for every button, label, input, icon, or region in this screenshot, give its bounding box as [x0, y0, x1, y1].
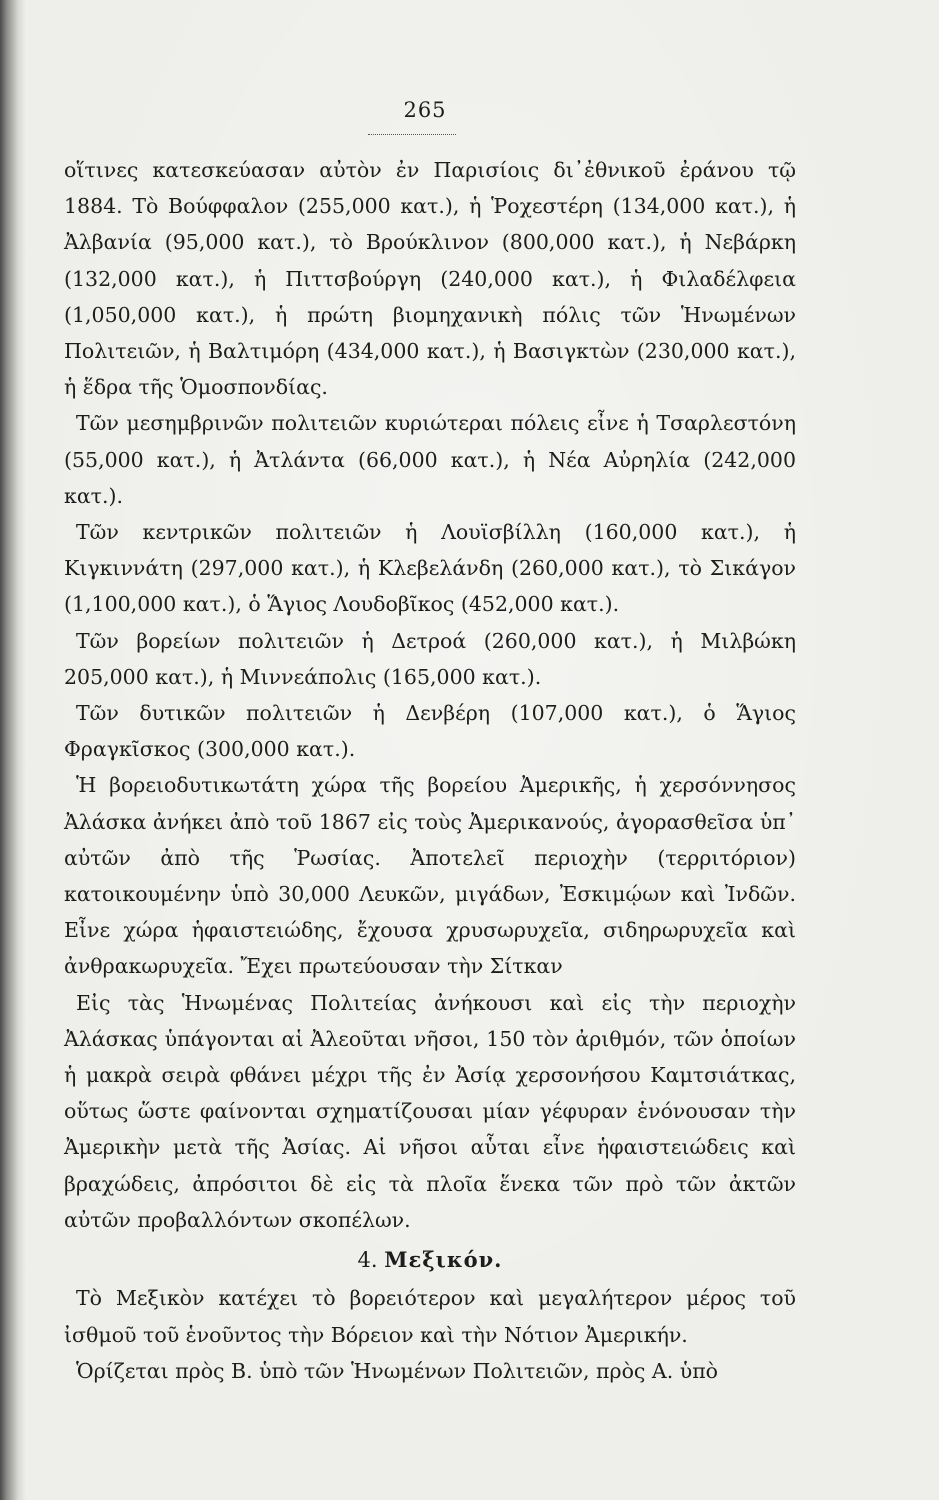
paragraph-2: Τῶν μεσημβρινῶν πολιτειῶν κυριώτεραι πόλεις εἶνε ἡ Τσαρλεστόνη (55,000 κατ.), ἡ Ἀτλάντα (66,000 κατ.), ἡ Νέα Αὐρηλία (242,000 κατ.).: [64, 411, 796, 508]
section-title: Μεξικόν.: [384, 1247, 503, 1273]
paragraph-4: Τῶν βορείων πολιτειῶν ἡ Δετροά (260,000 κατ.), ἡ Μιλβώκη 205,000 κατ.), ἡ Μιννεάπολις (165,000 κατ.).: [64, 628, 796, 689]
paragraph-9: Ὁρίζεται πρὸς Β. ὑπὸ τῶν Ἡνωμένων Πολιτειῶν, πρὸς Α. ὑπὸ: [76, 1358, 719, 1383]
section-heading: [64, 1242, 796, 1278]
binding-shadow: [0, 0, 26, 1500]
header-rule: [368, 134, 456, 135]
paragraph-8: Τὸ Μεξικὸν κατέχει τὸ βορειότερον καὶ μεγαλήτερον μέρος τοῦ ἰσθμοῦ τοῦ ἑνοῦντος τὴν Βόρειον καὶ τὴν Νότιον Ἀμερικήν.: [64, 1286, 796, 1347]
section-number: 4.: [357, 1248, 378, 1273]
paragraph-1: οἵτινες κατεσκεύασαν αὐτὸν ἐν Παρισίοις δι᾽ἐθνικοῦ ἐράνου τῷ 1884. Τὸ Βούφφαλον (255,000 κατ.), ἡ Ῥοχεστέρη (134,000 κατ.), ἡ Ἀλβανία (95,000 κατ.), τὸ Βρούκλινον (800,000 κατ.), ἡ Νεβάρκη (132,000 κατ.), ἡ Πιττσβούργη (240,000 κατ.), ἡ Φιλαδέλφεια (1,050,000 κατ.), ἡ πρώτη βιομηχανικὴ πόλις τῶν Ἡνωμένων Πολιτειῶν, ἡ Βαλτιμόρη (434,000 κατ.), ἡ Βασιγκτὼν (230,000 κατ.), ἡ ἕδρα τῆς Ὁμοσπονδίας.: [64, 158, 796, 400]
page-number: 265: [403, 98, 447, 122]
body-text: [64, 152, 796, 1389]
paragraph-5: Τῶν δυτικῶν πολιτειῶν ἡ Δενβέρη (107,000 κατ.), ὁ Ἅγιος Φραγκῖσκος (300,000 κατ.).: [64, 701, 796, 762]
paragraph-6: Ἡ βορειοδυτικωτάτη χώρα τῆς βορείου Ἀμερικῆς, ἡ χερσόννησος Ἀλάσκα ἀνήκει ἀπὸ τοῦ 1867 εἰς τοὺς Ἀμερικανούς, ἀγορασθεῖσα ὑπ᾽ αὐτῶν ἀπὸ τῆς Ῥωσίας. Ἀποτελεῖ περιοχὴν (τερριτόριον) κατοικουμένην ὑπὸ 30,000 Λευκῶν, μιγάδων, Ἐσκιμῴων καὶ Ἰνδῶν. Εἶνε χώρα ἡφαιστειώδης, ἔχουσα χρυσωρυχεῖα, σιδηρωρυχεῖα καὶ ἀνθρακωρυχεῖα. Ἔχει πρωτεύουσαν τὴν Σίτκαν: [64, 773, 796, 979]
paragraph-7: Εἰς τὰς Ἡνωμένας Πολιτείας ἀνήκουσι καὶ εἰς τὴν περιοχὴν Ἀλάσκας ὑπάγονται αἱ Ἀλεοῦται νῆσοι, 150 τὸν ἀριθμόν, τῶν ὁποίων ἡ μακρὰ σειρὰ φθάνει μέχρι τῆς ἐν Ἀσίᾳ χερσονήσου Καμτσιάτκας, οὕτως ὥστε φαίνονται σχηματίζουσαι μίαν γέφυραν ἑνόνουσαν τὴν Ἀμερικὴν μετὰ τῆς Ἀσίας. Αἱ νῆσοι αὗται εἶνε ἡφαιστειώδεις καὶ βραχώδεις, ἀπρόσιτοι δὲ εἰς τὰ πλοῖα ἕνεκα τῶν πρὸ τῶν ἀκτῶν αὐτῶν προβαλλόντων σκοπέλων.: [64, 990, 796, 1232]
paragraph-3: Τῶν κεντρικῶν πολιτειῶν ἡ Λουϊσβίλλη (160,000 κατ.), ἡ Κιγκιννάτη (297,000 κατ.), ἡ Κλεβελάνδη (260,000 κατ.), τὸ Σικάγον (1,100,000 κατ.), ὁ Ἅγιος Λουδοβῖκος (452,000 κατ.).: [64, 520, 796, 617]
